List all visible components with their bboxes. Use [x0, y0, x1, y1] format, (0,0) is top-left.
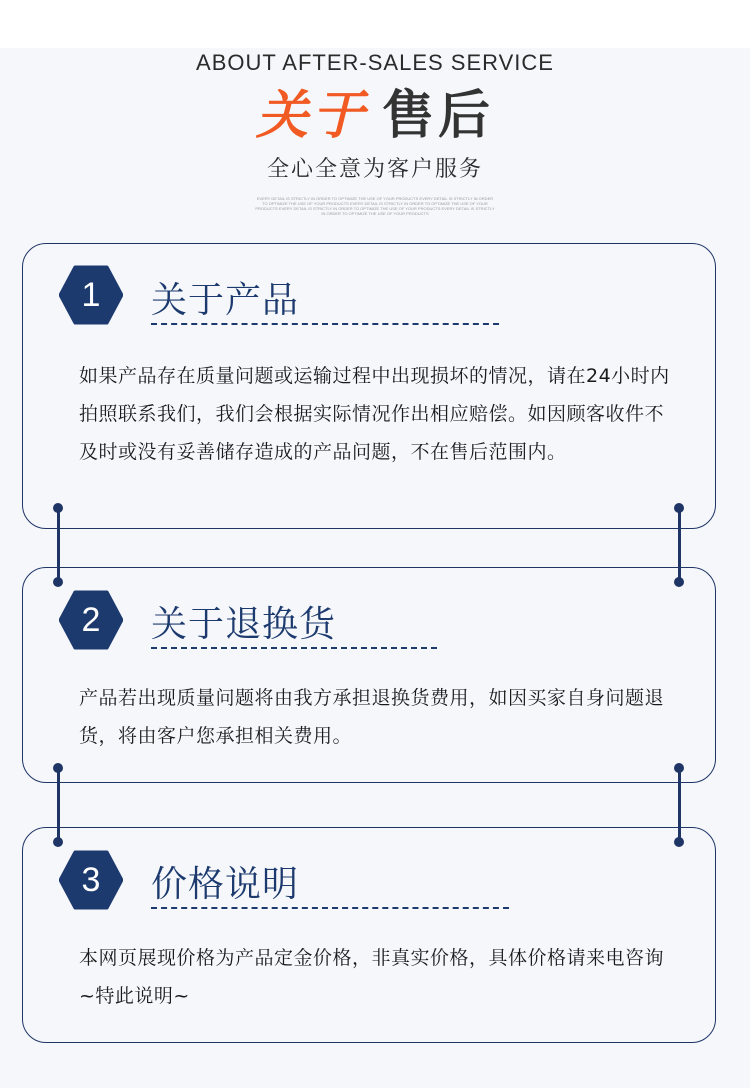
- number-badge: [59, 265, 123, 325]
- section-card-returns: [22, 567, 716, 783]
- dashed-divider: [151, 323, 499, 325]
- left-connector-line: [57, 768, 60, 842]
- title-highlight: 关于: [255, 86, 368, 146]
- section-text: 本网页展现价格为产品定金价格，非真实价格，具体价格请来电咨询~特此说明~: [79, 947, 665, 1007]
- chinese-title: [0, 84, 750, 148]
- right-connector-line: [678, 768, 681, 842]
- connector-dot: [53, 577, 63, 587]
- badge-number: 3: [81, 861, 101, 899]
- title-main: 售后: [382, 86, 495, 146]
- connector-dot: [53, 837, 63, 847]
- left-connector-line: [57, 508, 60, 582]
- subtitle: 全心全意为客户服务: [266, 157, 483, 182]
- connector-dot: [53, 763, 63, 773]
- section-card-product: [22, 243, 716, 529]
- badge-number: 1: [81, 276, 101, 314]
- connector-dot: [674, 837, 684, 847]
- connector-dot: [53, 503, 63, 513]
- section-title: 关于产品: [151, 280, 300, 321]
- section-text: 产品若出现质量问题将由我方承担退换货费用，如因买家自身问题退货，将由客户您承担相关费用。: [79, 687, 665, 747]
- section-title: 关于退换货: [151, 604, 337, 645]
- connector-dot: [674, 577, 684, 587]
- connector-dot: [674, 503, 684, 513]
- section-title: 价格说明: [151, 864, 300, 905]
- right-connector-line: [678, 508, 681, 582]
- connector-dot: [674, 763, 684, 773]
- number-badge: [59, 590, 123, 650]
- dashed-divider: [151, 647, 437, 649]
- english-title: ABOUT AFTER-SALES SERVICE: [196, 50, 554, 75]
- section-card-price: [22, 827, 716, 1043]
- section-text: 如果产品存在质量问题或运输过程中出现损坏的情况，请在24小时内拍照联系我们，我们会根据实际情况作出相应赔偿。如因顾客收件不及时或没有妥善储存造成的产品问题，不在售后范围内。: [79, 365, 670, 463]
- fine-print: EVERY DETAIL IS STRICTLY IN ORDER TO OPTIMIZE THE USE OF YOUR PRODUCTS EVERY DETAIL IS STRICTLY IN ORDER TO OPTIMIZE THE USE OF YOUR PRODUCTS EVERY DETAIL IS STRICTLY IN ORDER TO OPTIMIZE THE USE OF YOUR PRODUCTS EVERY DETAIL IS STRICTLY IN ORDER TO OPTIMIZE THE USE OF YOUR PRODUCTS EVERY DETAIL IS STRICTLY IN ORDER TO OPTIMIZE THE USE OF YOUR PRODUCTS: [255, 196, 495, 216]
- number-badge: [59, 850, 123, 910]
- badge-number: 2: [81, 601, 101, 639]
- dashed-divider: [151, 907, 509, 909]
